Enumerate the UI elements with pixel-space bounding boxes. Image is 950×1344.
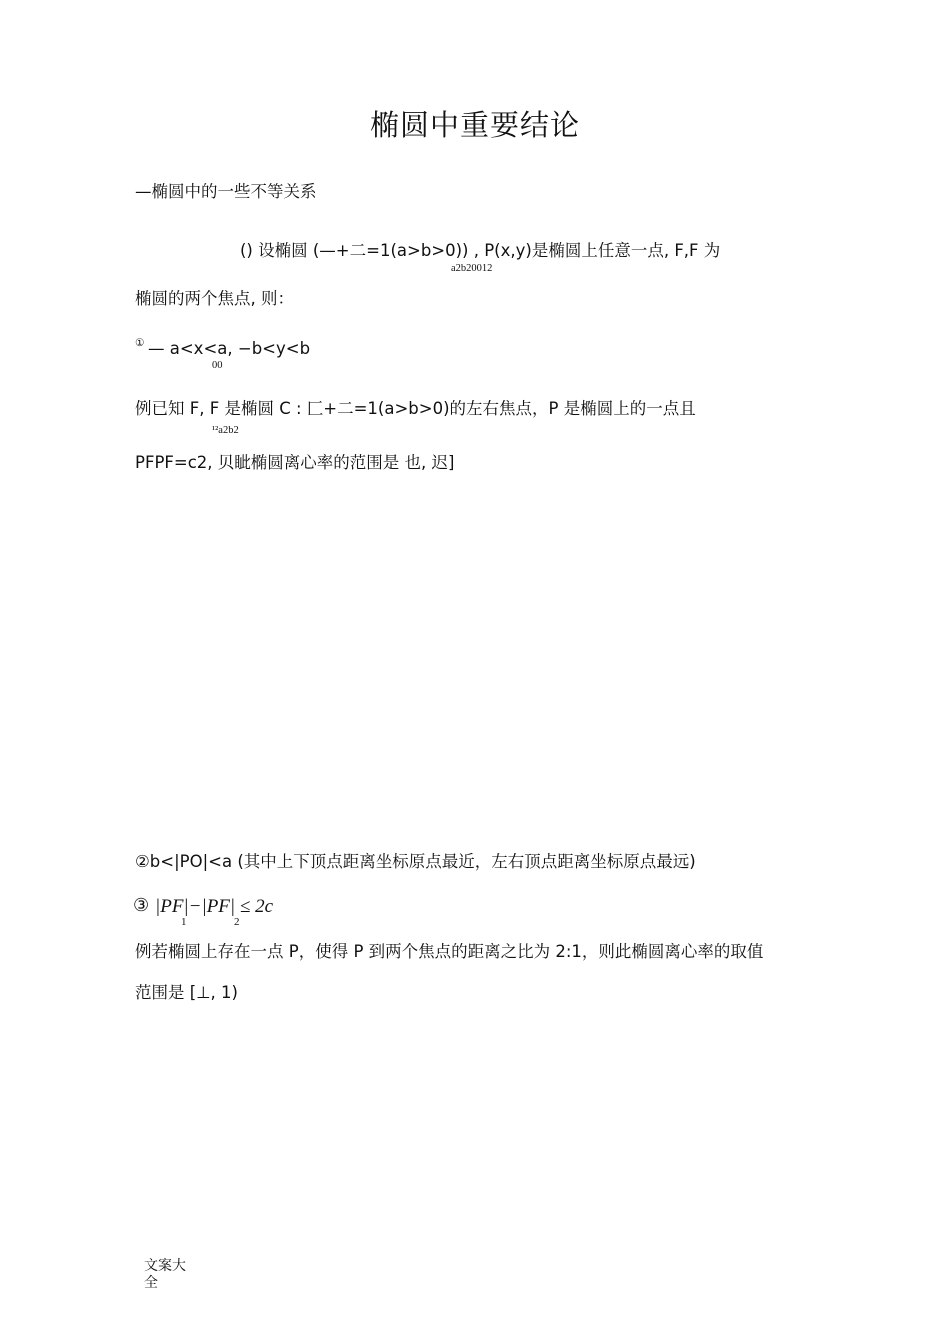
footer-text [144,1258,186,1292]
example2-line-1: 例若椭圆上存在一点 P，使得 P 到两个焦点的距离之比为 2:1，则此椭圆离心率的取值 [135,942,764,961]
item1-inequality: — a<x<a, −b<y<b [148,339,311,358]
item3-subscript-1: 1 [181,916,187,928]
intro-line-1: () 设椭圆 (—+二=1(a>b>0)) , P(x,y)是椭圆上任意一点, F,F 为 [240,241,721,260]
footer-line-2: 全 [144,1275,158,1291]
example1-subscript: ¹²a2b2 [212,425,239,436]
section-heading: —椭圆中的一些不等关系 [135,182,317,201]
example1-line-2: PFPF=c2, 贝眦椭圆离心率的范围是 也, 迟] [135,453,455,472]
item1-marker: ① [135,338,145,349]
intro-line-2: 椭圆的两个焦点, 则： [135,289,294,308]
item3-formula: |PF|−|PF| ≤ 2c [155,896,273,917]
item3-marker: ③ [133,895,150,916]
example1-line-1: 例已知 F, F 是椭圆 C : 匚+二=1(a>b>0)的左右焦点，P 是椭圆上的一点且 [135,399,696,418]
example2-line-2: 范围是 [⊥, 1) [135,983,238,1002]
page-title: 椭圆中重要结论 [369,108,580,142]
item3-subscript-2: 2 [234,916,240,928]
item1-subscript: 00 [212,360,223,371]
item2-text: ②b<|PO|<a (其中上下顶点距离坐标原点最近，左右顶点距离坐标原点最远) [135,852,696,871]
footer-line-1: 文案大 [144,1258,186,1274]
intro-subscript: a2b20012 [451,263,493,274]
